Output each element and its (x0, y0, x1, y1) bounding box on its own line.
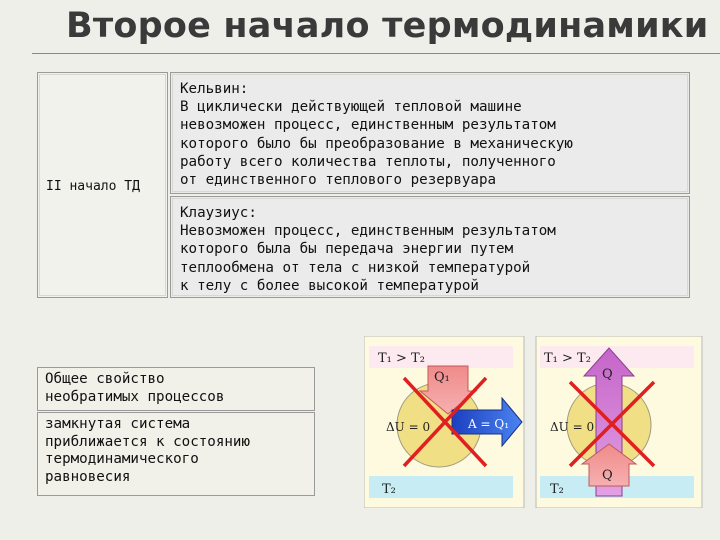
second-law-label: II начало ТД (46, 179, 140, 194)
engine-panel (364, 336, 524, 508)
engine-delta-u: ΔU = 0 (386, 420, 431, 434)
hot-reservoir-label-2: T₁ > T₂ (544, 351, 591, 366)
clausius-statement: Клаузиус: Невозможен процесс, единственным результатом которого была бы передача энергии путем теплообмена от тела с низкой температурой к телу с более высокой температурой (170, 196, 690, 298)
heat-top-label: Q (602, 367, 613, 382)
thermo-diagram (364, 336, 714, 508)
slide-title: Второе начало термодинамики (66, 6, 709, 46)
refrigerator-panel (536, 336, 702, 508)
kelvin-statement: Кельвин: В циклически действующей тепловой машине невозможен процесс, единственным результатом которого было бы преобразование в механическую работу всего количества теплоты, полученного от единственного теплового резервуара (170, 72, 690, 194)
work-label: A = Q₁ (468, 417, 509, 431)
heat-bottom-label: Q (602, 468, 613, 483)
refrigerator-delta-u: ΔU = 0 (550, 420, 595, 434)
cold-reservoir-label-2: T₂ (550, 482, 564, 497)
title-divider (32, 53, 720, 54)
hot-reservoir-label: T₁ > T₂ (378, 351, 425, 366)
equilibrium-box: замкнутая система приближается к состоянию термодинамического равновесия (37, 412, 315, 496)
cold-reservoir-label: T₂ (382, 482, 396, 497)
heat-in-label: Q₁ (434, 370, 450, 385)
second-law-label-cell (37, 72, 168, 298)
common-property-box: Общее свойство необратимых процессов (37, 367, 315, 411)
